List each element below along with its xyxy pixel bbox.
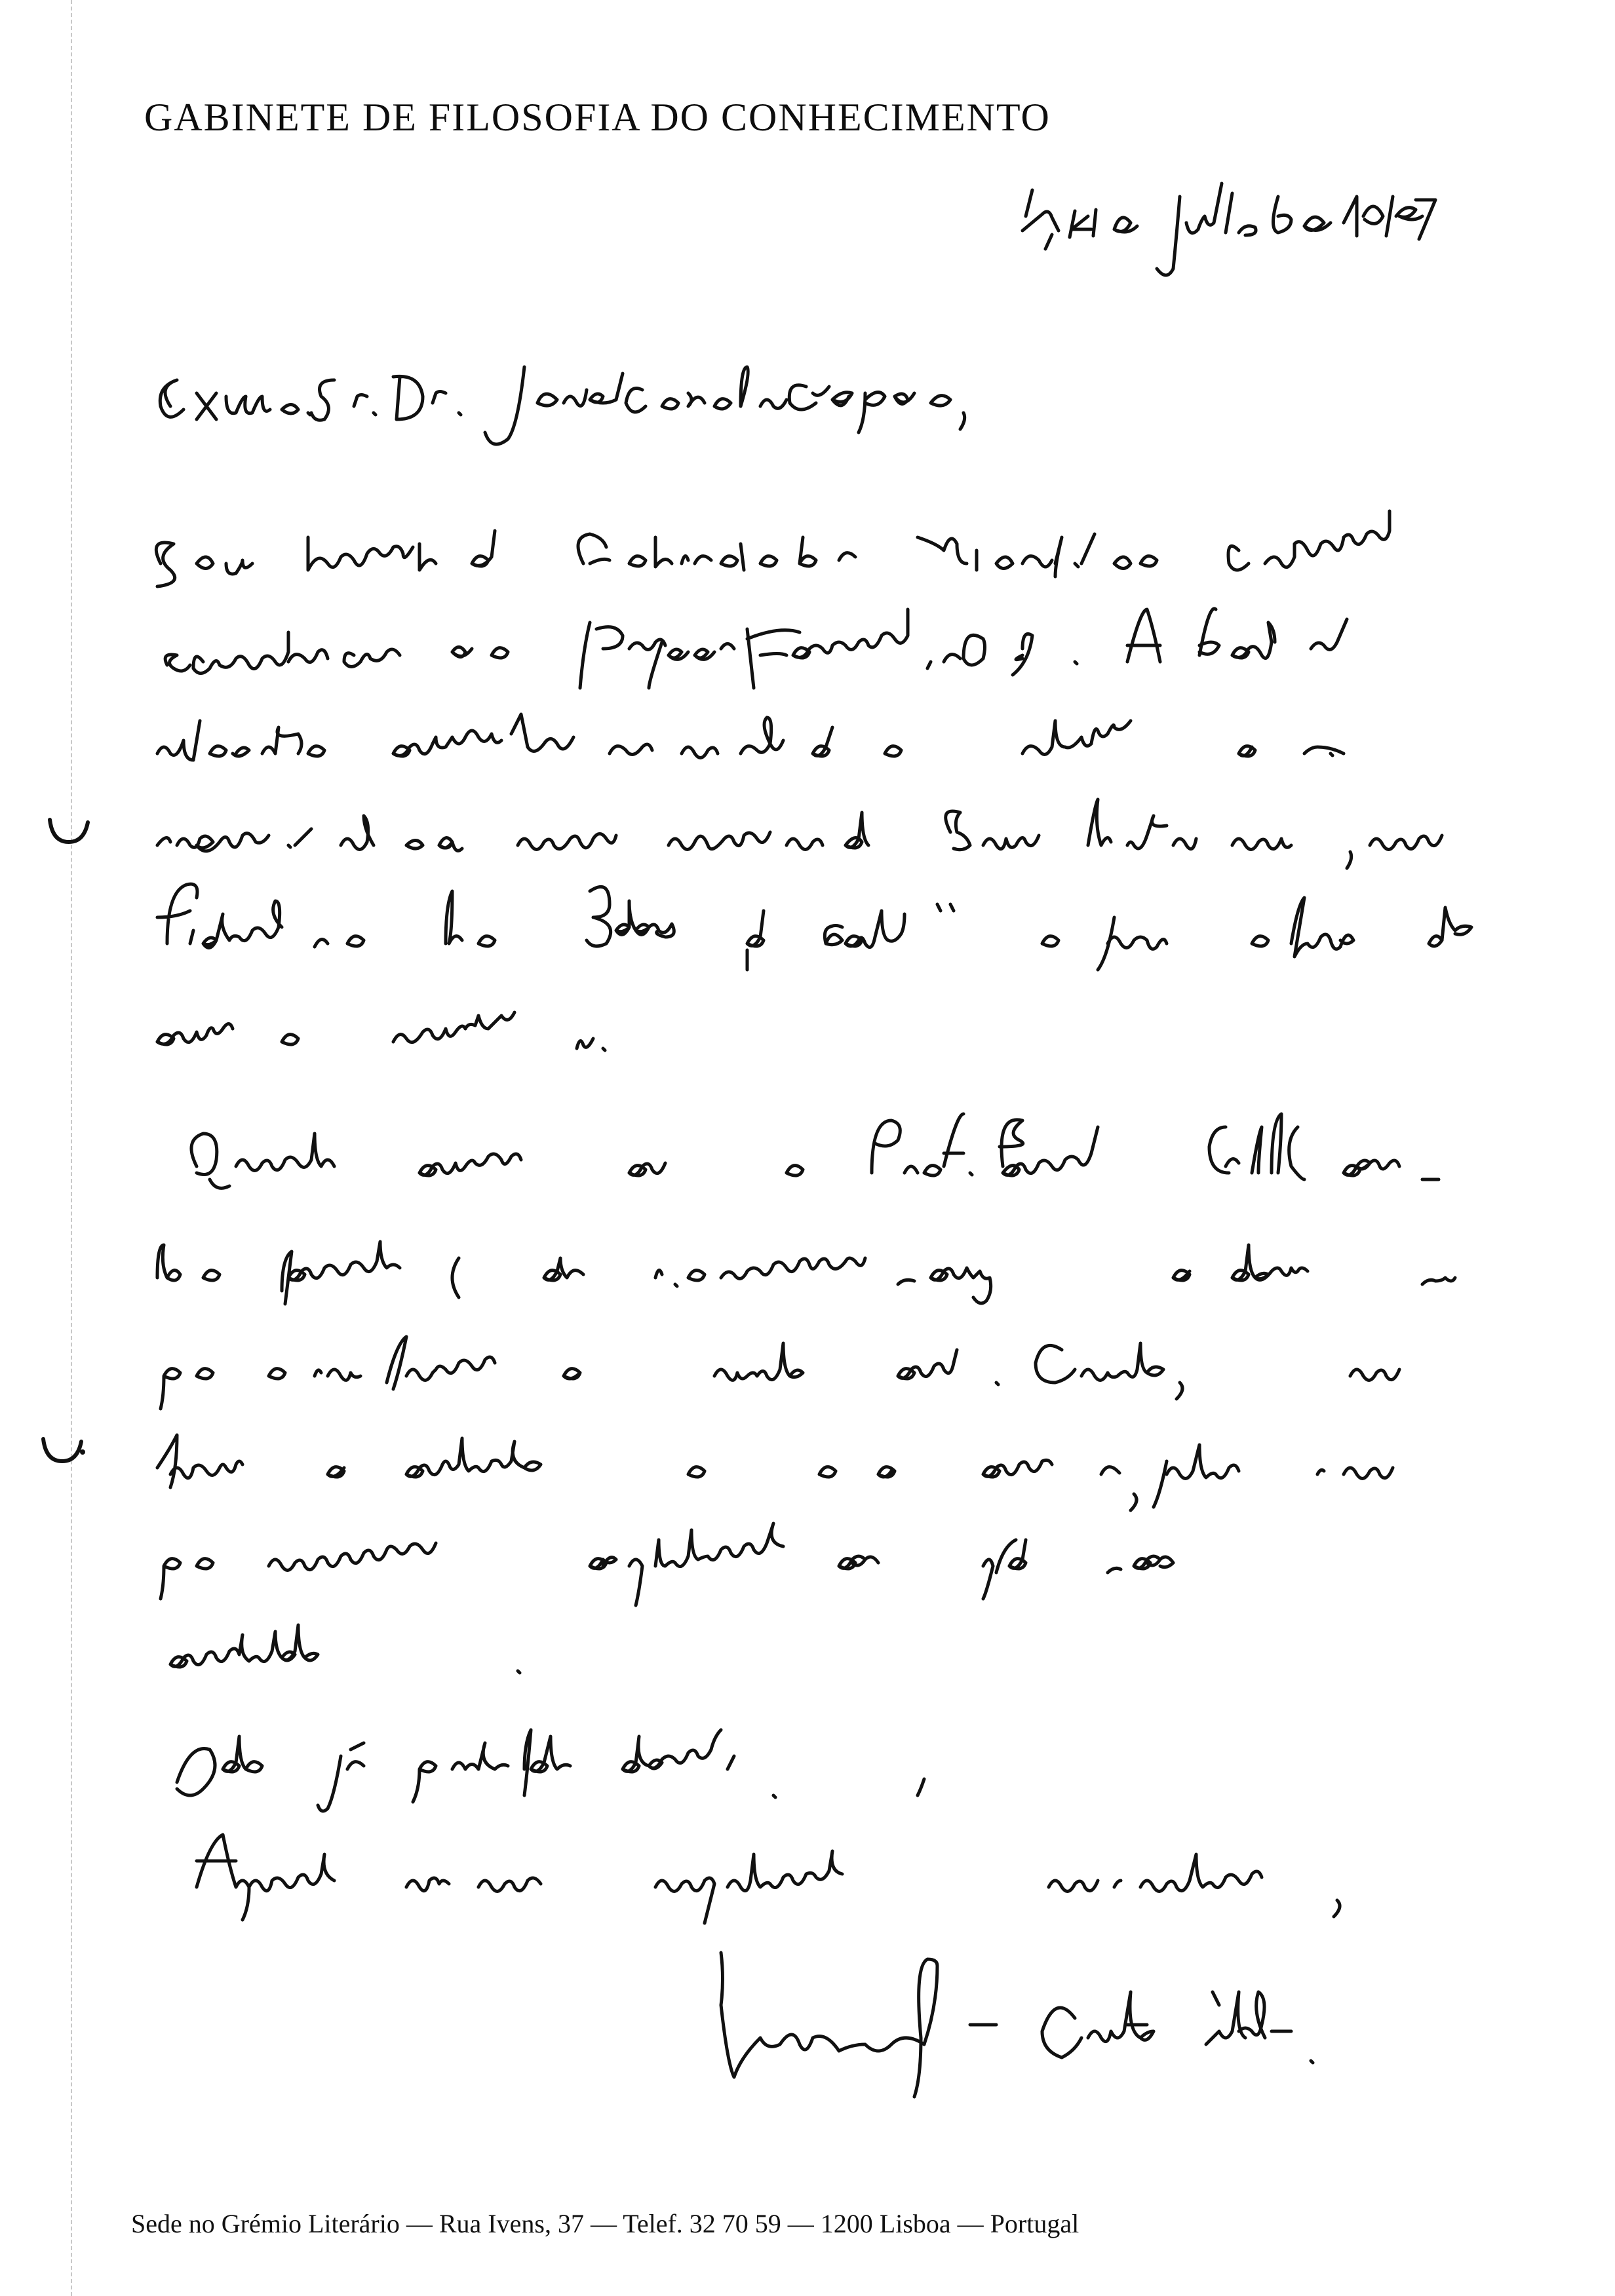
paragraph-1-line: [157, 1009, 1521, 1050]
paragraph-1-line: [157, 904, 1521, 946]
paragraph-1-line: [157, 813, 1521, 854]
paragraph-2: [157, 1127, 1521, 1691]
paragraph-1-line: [157, 537, 1521, 579]
closing-regards: [190, 1841, 1370, 1884]
closing-thanks: [170, 1736, 1022, 1779]
signature: [714, 1999, 1337, 2044]
paragraph-1-line: [157, 721, 1521, 762]
letterhead-footer: Sede no Grémio Literário — Rua Ivens, 37 — Telef. 32 70 59 — 1200 Lisboa — Portugal: [131, 2209, 1080, 2238]
letter-salutation: [157, 367, 1009, 410]
paragraph-1-line: [157, 629, 1521, 670]
letterhead-title: GABINETE DE FILOSOFIA DO CONHECIMENTO: [144, 96, 1051, 139]
letter-date: [1022, 190, 1449, 228]
